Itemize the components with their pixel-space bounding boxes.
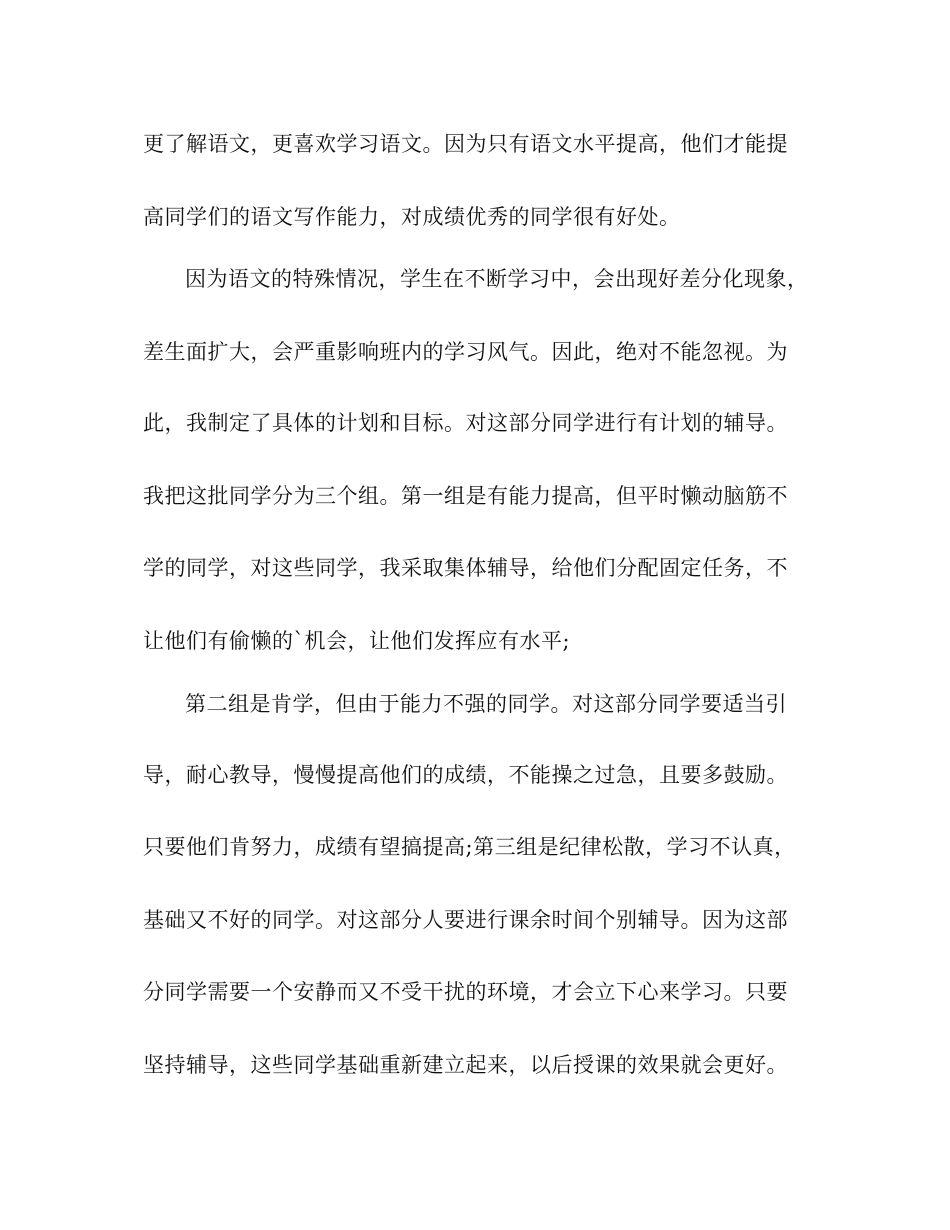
text-line: 更了解语文，更喜欢学习语文。因为只有语文水平提高，他们才能提 bbox=[143, 132, 788, 156]
text-line: 只要他们肯努力，成绩有望搞提高;第三组是纪律松散，学习不认真， bbox=[143, 835, 796, 859]
text-line: 让他们有偷懒的`机会，让他们发挥应有水平; bbox=[143, 629, 571, 653]
paragraph-start-line: 第二组是肯学，但由于能力不强的同学。对这部分同学要适当引 bbox=[185, 692, 787, 716]
paragraph-start-line: 因为语文的特殊情况，学生在不断学习中，会出现好差分化现象， bbox=[185, 267, 809, 291]
text-line: 分同学需要一个安静而又不受干扰的环境，才会立下心来学习。只要 bbox=[143, 980, 788, 1004]
text-line: 基础又不好的同学。对这部分人要进行课余时间个别辅导。因为这部 bbox=[143, 908, 788, 932]
text-line: 此，我制定了具体的计划和目标。对这部分同学进行有计划的辅导。 bbox=[143, 411, 788, 435]
text-line: 我把这批同学分为三个组。第一组是有能力提高，但平时懒动脑筋不 bbox=[143, 484, 788, 508]
text-line: 差生面扩大，会严重影响班内的学习风气。因此，绝对不能忽视。为 bbox=[143, 340, 788, 364]
text-line: 坚持辅导，这些同学基础重新建立起来，以后授课的效果就会更好。 bbox=[143, 1053, 788, 1077]
text-line: 高同学们的语文写作能力，对成绩优秀的同学很有好处。 bbox=[143, 205, 681, 229]
text-line: 学的同学，对这些同学，我采取集体辅导，给他们分配固定任务，不 bbox=[143, 556, 788, 580]
text-line: 导，耐心教导，慢慢提高他们的成绩，不能操之过急，且要多鼓励。 bbox=[143, 763, 788, 787]
